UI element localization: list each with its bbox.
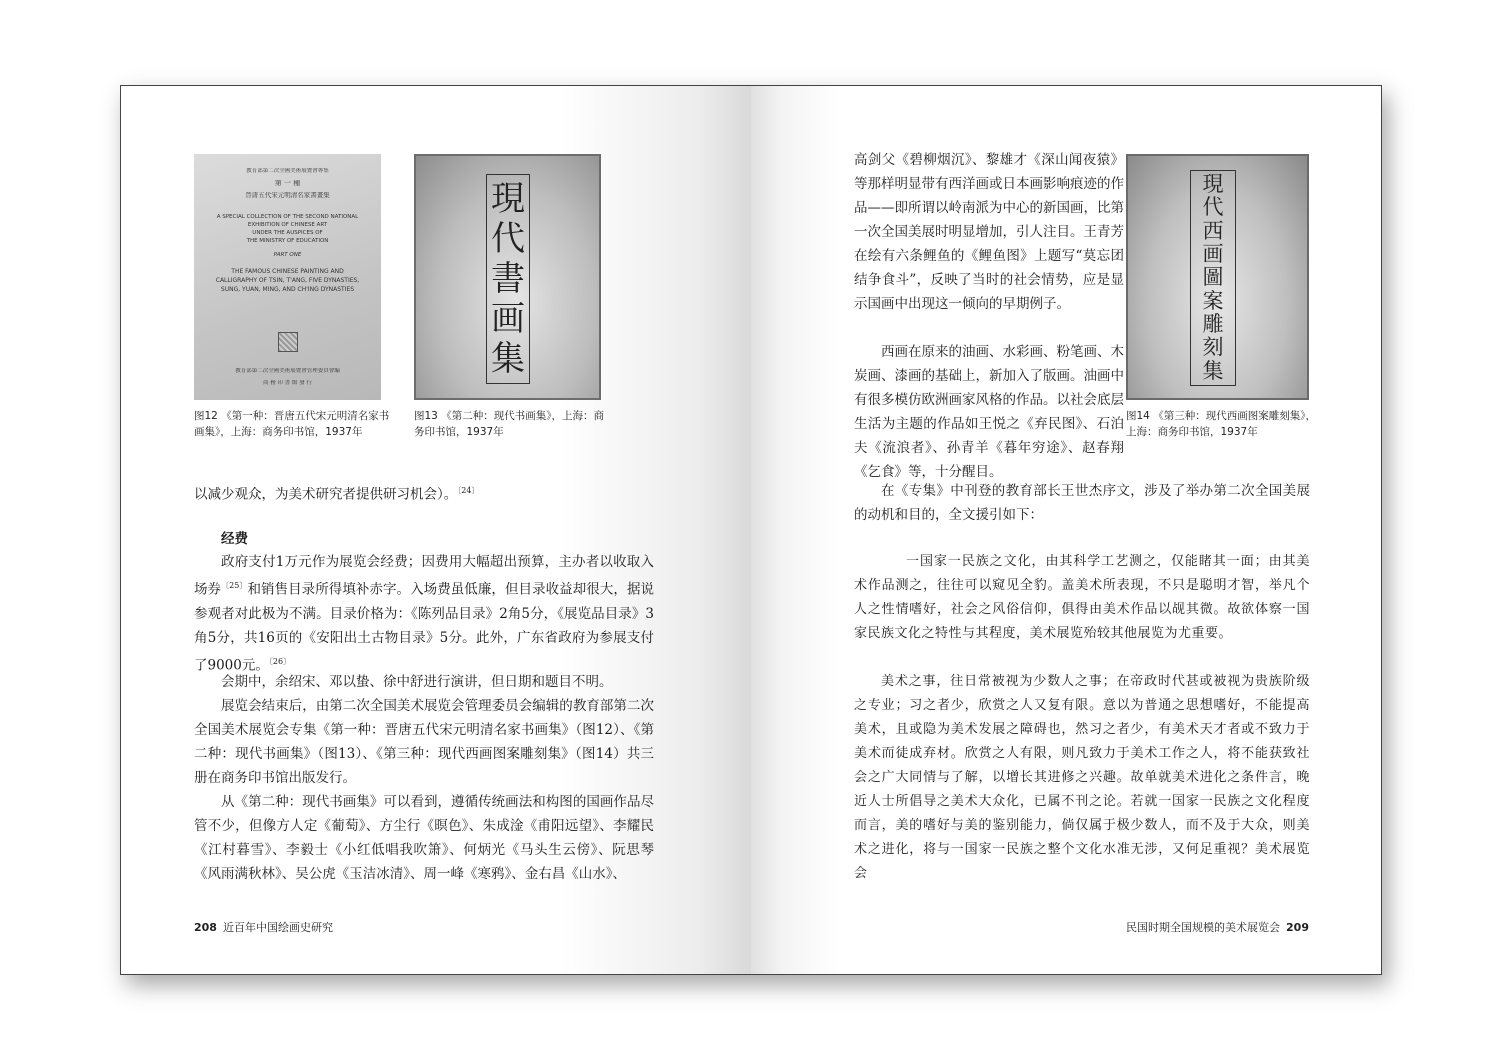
paragraph-lectures: 会期中，余绍宋、邓以蛰、徐中舒进行演讲，但日期和题目不明。 <box>221 674 613 690</box>
title-char: 雕 <box>1202 312 1224 337</box>
cover-title-box <box>1190 170 1236 386</box>
page-number: 209 <box>1286 921 1309 934</box>
cover-line: 商 務 印 書 館 發 行 <box>263 380 312 386</box>
section-heading-funding: 经费 <box>221 531 248 547</box>
figure-12-cover-photo <box>194 154 381 400</box>
caption-line: 务印书馆，1937年 <box>414 426 504 438</box>
cover-title-box <box>486 174 530 384</box>
cover-line: 教育部第二次全國美術展覽會管理委員會編 <box>235 368 340 374</box>
cover-line: UNDER THE AUSPICES OF <box>252 230 323 236</box>
caption-line: 图14 《第三种：现代西画图案雕刻集》， <box>1126 410 1316 422</box>
paragraph-lingnan: 高剑父《碧柳烟沉》、黎雄才《深山闻夜猿》等那样明显带有西洋画或日本画影响痕迹的作品——即所谓以岭南派为中心的新国画，比第一次全国美展时明显增加，引人注目。王青芳在绘有六条鲤鱼的《鲤鱼图》上题写“莫忘团结争食斗”，反映了当时的社会情势，应是显示国画中出现这一倾向的早期例子。 <box>854 152 1124 312</box>
block-quote-1: 一国家一民族之文化，由其科学工艺测之，仅能睹其一面；由其美术作品测之，往往可以窥见全豹。盖美术所表现，不只是聪明才智，举凡个人之性情嗜好，社会之风俗信仰，俱得由美术作品以觇其微。故欲体察一国家民族文化之特性与其程度，美术展览殆较其他展览为尤重要。 <box>854 554 1310 641</box>
cover-line: A SPECIAL COLLECTION OF THE SECOND NATIONAL <box>216 214 359 220</box>
caption-line: 图13 《第二种：现代书画集》，上海：商 <box>414 410 604 422</box>
cover-line: 晉唐五代宋元明清名家書畫集 <box>245 192 330 199</box>
right-page <box>751 86 1381 974</box>
caption-line: 图12 《第一种：晋唐五代宋元明清名家书 <box>194 410 390 422</box>
footnote-marker: 〔24〕 <box>457 486 480 495</box>
paragraph-preface-intro: 在《专集》中刊登的教育部长王世杰序文，涉及了举办第二次全国美展的动机和目的，全文援引如下： <box>854 483 1310 523</box>
paragraph-text: 政府支付1万元作为展览会经费；因费用大幅超出预算，主办者以收取入场券 <box>194 554 654 598</box>
page-number: 208 <box>194 921 217 934</box>
cover-line: THE MINISTRY OF EDUCATION <box>246 238 329 244</box>
title-char: 現 <box>1202 172 1224 197</box>
paragraph-second-volume: 从《第二种：现代书画集》可以看到，遵循传统画法和构图的国画作品尽管不少，但像方人定《葡萄》、方尘行《暝色》、朱成淦《甫阳远望》、李耀民《江村暮雪》、李毅士《小红低唱我吹箫》、何炳光《马头生云傍》、阮思琴《风雨满秋林》、吴公虎《玉洁冰清》、周一峰《寒鸦》、金右昌《山水》、 <box>194 794 654 882</box>
paragraph-continuation <box>194 479 654 507</box>
running-title: 近百年中国绘画史研究 <box>222 921 333 934</box>
title-char: 画 <box>1202 242 1224 267</box>
title-char: 書 <box>491 259 525 299</box>
cover-line: PART ONE <box>273 252 302 258</box>
figure-13-cover-photo <box>414 154 601 400</box>
running-title: 民国时期全国规模的美术展览会 <box>1126 921 1281 934</box>
cover-line: SUNG, YUAN, MING, AND CH'ING DYNASTIES <box>220 286 355 293</box>
title-char: 集 <box>491 339 525 379</box>
left-page <box>121 86 751 974</box>
title-char: 西 <box>1202 218 1224 243</box>
figure-12-caption <box>194 408 394 440</box>
title-char: 代 <box>1202 195 1224 220</box>
folio-right <box>1126 919 1309 935</box>
title-char: 刻 <box>1202 335 1224 360</box>
block-quote-2: 美术之事，往日常被视为少数人之事；在帝政时代甚或被视为贵族阶级之专业；习之者少，欣赏之人又复有限。意以为普通之思想嗜好，不能提高美术，且或隐为美术发展之障碍也，然习之者少，有美术天才者或不致力于美术而徒成弃材。欣赏之人有限，则凡致力于美术工作之人，将不能获致社会之广大同情与了解，以增长其进修之兴趣。故单就美术进化之条件言，晚近人士所倡导之美术大众化，已属不刊之论。若就一国家一民族之文化程度而言，美的嗜好与美的鉴别能力，倘仅属于极少数人，而不及于大众，则美术之进化，将与一国家一民族之整个文化水准无涉，又何足重视？美术展览会 <box>854 674 1310 881</box>
title-char: 画 <box>491 299 525 339</box>
cover-line: EXHIBITION OF CHINESE ART <box>247 222 328 228</box>
book-spread <box>120 85 1382 975</box>
title-char: 集 <box>1202 358 1224 383</box>
folio-left <box>194 919 333 935</box>
footnote-marker: 〔26〕 <box>268 656 292 666</box>
title-char: 現 <box>491 179 525 219</box>
paragraph-western-painting: 西画在原来的油画、水彩画、粉笔画、木炭画、漆画的基础上，新加入了版画。油画中有很多模仿欧洲画家风格的作品。以社会底层生活为主题的作品如王悦之《弃民图》、石泊夫《流浪者》、孙青羊《暮年穷途》、赵春翔《乞食》等，十分醒目。 <box>854 344 1124 480</box>
paragraph-text: 和销售目录所得填补赤字。入场费虽低廉，但目录收益却很大，据说参观者对此极为不满。目录价格为：《陈列品目录》2角5分，《展览品目录》3角5分，共16页的《安阳出土古物目录》5分。此外，广东省政府为参展支付了9000元。 <box>194 581 654 673</box>
paragraph-text: 以减少观众，为美术研究者提供研习机会）。 <box>194 486 458 503</box>
figure-14-caption <box>1126 408 1326 440</box>
caption-line: 上海：商务印书馆，1937年 <box>1126 426 1258 438</box>
caption-line: 画集》，上海：商务印书馆，1937年 <box>194 426 363 438</box>
figure-14-cover-photo <box>1126 154 1309 400</box>
title-char: 案 <box>1202 288 1224 313</box>
cover-line: 第 一 種 <box>274 180 301 187</box>
title-char: 圖 <box>1202 265 1224 290</box>
seal-stamp <box>278 332 298 352</box>
cover-line: THE FAMOUS CHINESE PAINTING AND <box>231 268 344 275</box>
figure-13-caption <box>414 408 614 440</box>
title-char: 代 <box>491 219 525 259</box>
paragraph-publication: 展览会结束后，由第二次全国美术展览会管理委员会编辑的教育部第二次全国美术展览会专集《第一种：晋唐五代宋元明清名家书画集》（图12）、《第二种：现代书画集》（图13）、《第三种：现代西画图案雕刻集》（图14）共三册在商务印书馆出版发行。 <box>194 698 654 786</box>
footnote-marker: 〔25〕 <box>221 581 248 590</box>
cover-line: CALLIGRAPHY OF TSIN, T'ANG, FIVE DYNASTIES, <box>215 277 360 284</box>
cover-line: 教育部第二次全國美術展覽會專集 <box>246 168 329 174</box>
paragraph-funding <box>194 550 654 677</box>
